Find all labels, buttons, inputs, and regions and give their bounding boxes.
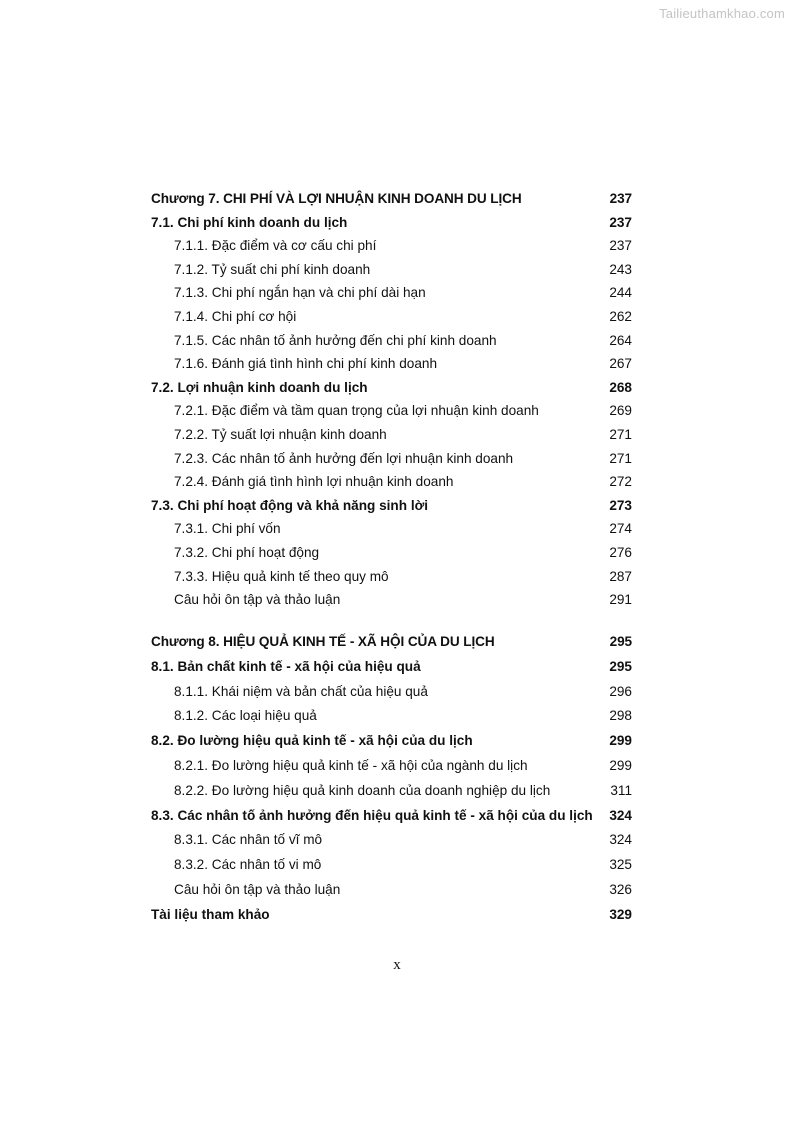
toc-entry-page: 326 xyxy=(609,881,632,897)
toc-entry-sub xyxy=(151,853,632,878)
toc-entry-title: 8.1.1. Khái niệm và bản chất của hiệu quả xyxy=(174,683,428,699)
toc-entry-sub xyxy=(151,779,632,804)
toc-entry-sub xyxy=(151,704,632,729)
toc-entry-title: 7.3.3. Hiệu quả kinh tế theo quy mô xyxy=(174,568,389,584)
toc-entry-sub xyxy=(151,329,632,353)
toc-entry-page: 267 xyxy=(609,356,632,372)
toc-entry-title: Câu hỏi ôn tập và thảo luận xyxy=(174,592,341,608)
toc-entry-title: Câu hỏi ôn tập và thảo luận xyxy=(174,881,341,897)
toc-entry-title: 7.3. Chi phí hoạt động và khả năng sinh lời xyxy=(151,497,429,513)
toc-entry-title: 8.1.2. Các loại hiệu quả xyxy=(174,708,317,724)
toc-entry-page: 329 xyxy=(609,906,632,922)
toc-entry-page: 287 xyxy=(609,568,632,584)
toc-entry-page: 272 xyxy=(609,474,632,490)
toc-entry-title: 7.2.1. Đặc điểm và tầm quan trọng của lợi nhuận kinh doanh xyxy=(174,403,539,419)
toc-entry-section xyxy=(151,211,632,235)
toc-entry-title: 7.2. Lợi nhuận kinh doanh du lịch xyxy=(151,379,368,395)
toc-entry-page: 276 xyxy=(609,544,632,560)
toc-entry-sub xyxy=(151,565,632,589)
toc-entry-title: 8.1. Bản chất kinh tế - xã hội của hiệu quả xyxy=(151,658,421,674)
toc-entry-section xyxy=(151,804,632,829)
toc-entry-sub xyxy=(151,423,632,447)
toc-entry-title: 7.1.3. Chi phí ngắn hạn và chi phí dài hạn xyxy=(174,285,426,301)
toc-entry-chapter xyxy=(151,630,632,655)
toc-entry-page: 324 xyxy=(609,807,632,823)
toc-entry-title: 8.3.2. Các nhân tố vi mô xyxy=(174,857,322,873)
toc-entry-title: Chương 8. HIỆU QUẢ KINH TẾ - XÃ HỘI CỦA DU LỊCH xyxy=(151,634,495,649)
toc-entry-page: 311 xyxy=(610,782,632,798)
toc-entry-title: 8.3.1. Các nhân tố vĩ mô xyxy=(174,832,323,848)
toc-entry-page: 299 xyxy=(609,757,632,773)
toc-entry-sub xyxy=(151,878,632,903)
toc-entry-section xyxy=(151,729,632,754)
toc-entry-title: 7.2.3. Các nhân tố ảnh hưởng đến lợi nhuận kinh doanh xyxy=(174,450,514,466)
toc-entry-section xyxy=(151,903,632,928)
toc-entry-sub xyxy=(151,399,632,423)
toc-entry-title: 8.3. Các nhân tố ảnh hưởng đến hiệu quả kinh tế - xã hội của du lịch xyxy=(151,807,593,823)
toc-entry-title: 8.2.1. Đo lường hiệu quả kinh tế - xã hội của ngành du lịch xyxy=(174,757,528,773)
toc-entry-page: 295 xyxy=(609,658,632,674)
toc-entry-sub xyxy=(151,680,632,705)
toc-entry-sub xyxy=(151,541,632,565)
toc-entry-sub xyxy=(151,828,632,853)
toc-entry-page: 291 xyxy=(609,592,632,608)
toc-entry-sub xyxy=(151,258,632,282)
toc-entry-page: 237 xyxy=(609,238,632,254)
toc-entry-page: 271 xyxy=(609,450,632,466)
toc-entry-page: 243 xyxy=(609,261,632,277)
toc-part-1 xyxy=(151,187,632,612)
toc-entry-title: 7.2.4. Đánh giá tình hình lợi nhuận kinh doanh xyxy=(174,474,454,490)
toc-entry-title: 7.1.4. Chi phí cơ hội xyxy=(174,308,297,324)
toc-entry-title: 7.1.2. Tỷ suất chi phí kinh doanh xyxy=(174,261,371,277)
toc-entry-page: 268 xyxy=(609,379,632,395)
toc-entry-section xyxy=(151,376,632,400)
toc-entry-page: 296 xyxy=(609,683,632,699)
toc-entry-title: 7.1.1. Đặc điểm và cơ cấu chi phí xyxy=(174,238,377,254)
watermark: Tailieuthamkhao.com xyxy=(659,6,785,21)
toc-entry-page: 325 xyxy=(609,857,632,873)
toc-entry-page: 269 xyxy=(609,403,632,419)
toc-entry-page: 295 xyxy=(609,634,632,649)
toc-entry-page: 262 xyxy=(609,308,632,324)
toc-entry-sub xyxy=(151,234,632,258)
toc-entry-title: 7.3.1. Chi phí vốn xyxy=(174,521,281,537)
toc-entry-sub xyxy=(151,447,632,471)
toc-entry-chapter xyxy=(151,187,632,211)
toc-entry-page: 273 xyxy=(609,497,632,513)
toc-part-2 xyxy=(151,630,632,928)
toc-entry-title: 8.2.2. Đo lường hiệu quả kinh doanh của doanh nghiệp du lịch xyxy=(174,782,551,798)
toc-entry-page: 274 xyxy=(609,521,632,537)
toc-entry-title: 7.1. Chi phí kinh doanh du lịch xyxy=(151,214,348,230)
toc-entry-page: 324 xyxy=(609,832,632,848)
toc-entry-page: 299 xyxy=(609,733,632,749)
toc-entry-section xyxy=(151,655,632,680)
toc-entry-title: 7.1.6. Đánh giá tình hình chi phí kinh doanh xyxy=(174,356,438,372)
toc-entry-title: 7.3.2. Chi phí hoạt động xyxy=(174,544,320,560)
toc-entry-sub xyxy=(151,305,632,329)
toc-entry-page: 244 xyxy=(609,285,632,301)
toc-entry-page: 237 xyxy=(609,191,632,206)
toc-entry-title: 7.1.5. Các nhân tố ảnh hưởng đến chi phí kinh doanh xyxy=(174,332,497,348)
toc-entry-page: 237 xyxy=(609,214,632,230)
toc-entry-page: 264 xyxy=(609,332,632,348)
toc-entry-title: Chương 7. CHI PHÍ VÀ LỢI NHUẬN KINH DOANH DU LỊCH xyxy=(151,191,522,206)
toc-entry-title: Tài liệu tham khảo xyxy=(151,906,270,922)
toc-entry-page: 298 xyxy=(609,708,632,724)
toc-entry-section xyxy=(151,494,632,518)
toc-entry-sub xyxy=(151,281,632,305)
toc-entry-title: 7.2.2. Tỷ suất lợi nhuận kinh doanh xyxy=(174,426,387,442)
toc-entry-sub xyxy=(151,470,632,494)
toc-entry-sub xyxy=(151,352,632,376)
toc-entry-sub xyxy=(151,517,632,541)
toc-entry-sub xyxy=(151,754,632,779)
toc-entry-sub xyxy=(151,588,632,612)
toc-entry-title: 8.2. Đo lường hiệu quả kinh tế - xã hội của du lịch xyxy=(151,733,473,749)
page-number: x xyxy=(393,957,401,973)
toc-entry-page: 271 xyxy=(609,426,632,442)
